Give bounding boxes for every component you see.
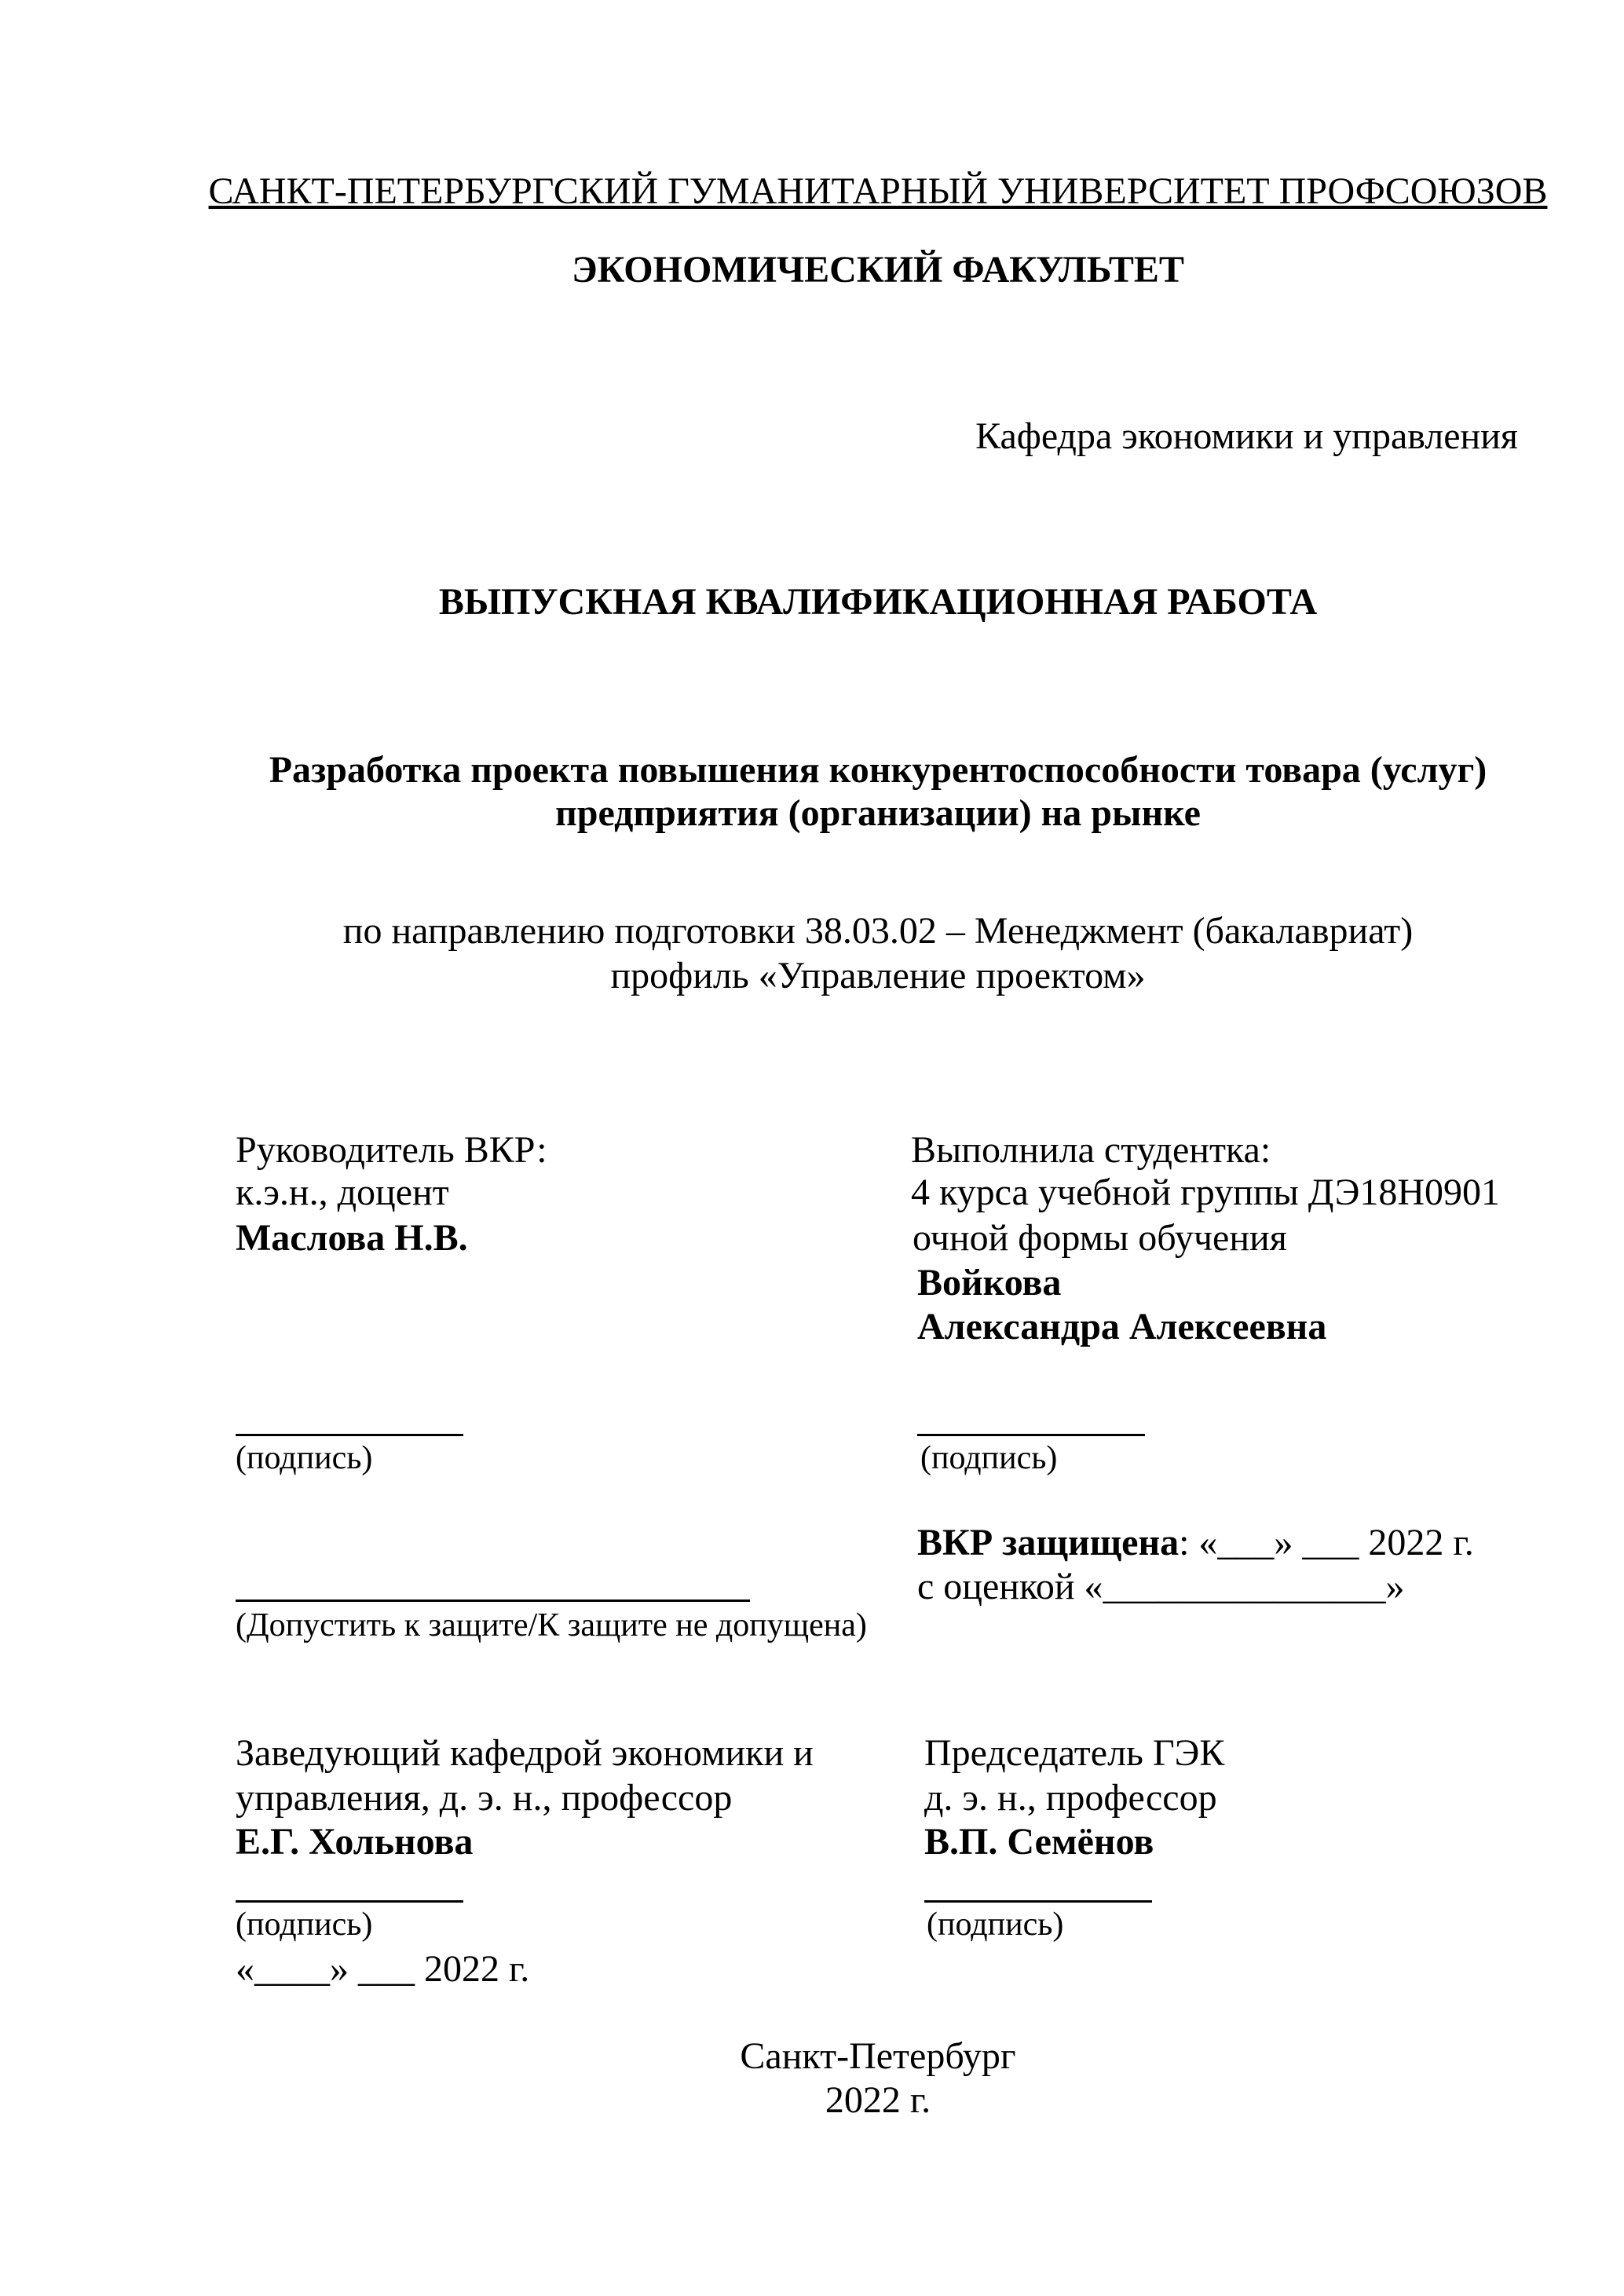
head-signature-line <box>236 1900 463 1903</box>
head-title-line-1: Заведующий кафедрой экономики и <box>236 1732 814 1774</box>
head-date: «____» ___ 2022 г. <box>236 1948 530 1990</box>
topic-line-1: Разработка проекта повышения конкурентоспособности товара (услуг) <box>269 749 1487 791</box>
work-type-title: ВЫПУСКНАЯ КВАЛИФИКАЦИОННАЯ РАБОТА <box>438 581 1318 623</box>
supervisor-label: Руководитель ВКР: <box>236 1129 547 1171</box>
defense-grade: с оценкой «_______________» <box>917 1566 1405 1607</box>
chairman-name: В.П. Семёнов <box>924 1821 1154 1863</box>
faculty-name: ЭКОНОМИЧЕСКИЙ ФАКУЛЬТЕТ <box>572 249 1184 291</box>
profile-text: профиль «Управление проектом» <box>610 955 1146 996</box>
supervisor-name: Маслова Н.В. <box>236 1217 468 1259</box>
chairman-title-line-2: д. э. н., профессор <box>924 1777 1217 1819</box>
defense-status <box>917 1521 1474 1565</box>
head-signature-caption: (подпись) <box>236 1907 373 1943</box>
defended-date: : «___» ___ 2022 г. <box>1179 1522 1474 1563</box>
city: Санкт-Петербург <box>740 2035 1016 2077</box>
year: 2022 г. <box>825 2079 931 2121</box>
head-title-line-2: управления, д. э. н., профессор <box>236 1777 733 1819</box>
direction-text: по направлению подготовки 38.03.02 – Менеджмент (бакалавриат) <box>342 910 1414 952</box>
department-name: Кафедра экономики и управления <box>975 415 1518 457</box>
supervisor-signature-line <box>236 1434 463 1436</box>
chairman-title-line-1: Председатель ГЭК <box>924 1732 1225 1774</box>
chairman-signature-caption: (подпись) <box>927 1907 1064 1943</box>
chairman-signature-line <box>924 1900 1152 1903</box>
admission-caption: (Допустить к защите/К защите не допущена) <box>236 1607 867 1643</box>
university-name: САНКТ-ПЕТЕРБУРГСКИЙ ГУМАНИТАРНЫЙ УНИВЕРСИТЕТ ПРОФСОЮЗОВ <box>208 170 1548 212</box>
student-study-form: очной формы обучения <box>913 1217 1287 1259</box>
student-group: 4 курса учебной группы ДЭ18Н0901 <box>911 1172 1501 1213</box>
student-label: Выполнила студентка: <box>911 1129 1271 1171</box>
student-signature-line <box>917 1434 1145 1436</box>
admission-line <box>236 1600 750 1602</box>
student-surname: Войкова <box>917 1262 1062 1303</box>
topic-line-2: предприятия (организации) на рынке <box>555 792 1201 834</box>
head-name: Е.Г. Хольнова <box>236 1821 474 1863</box>
supervisor-signature-caption: (подпись) <box>236 1440 373 1476</box>
student-signature-caption: (подпись) <box>920 1440 1058 1476</box>
defended-label: ВКР защищена <box>917 1522 1180 1563</box>
student-given-names: Александра Алексеевна <box>917 1306 1327 1347</box>
supervisor-degree: к.э.н., доцент <box>236 1172 449 1213</box>
